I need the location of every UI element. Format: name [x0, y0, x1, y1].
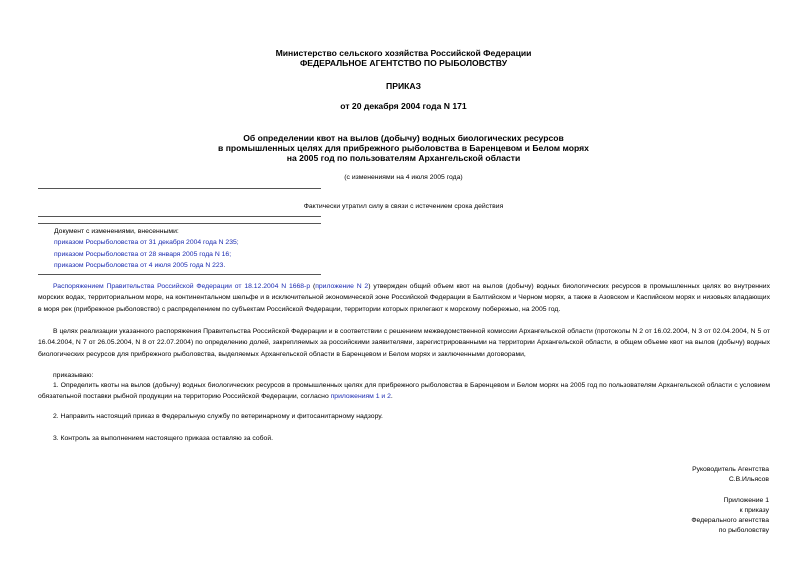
edition-link[interactable]: приказом Росрыболовства от 28 января 2005 года N 16;	[54, 250, 232, 258]
divider	[38, 274, 321, 275]
appendices-link[interactable]: приложениям 1 и 2	[330, 393, 391, 401]
appendix-2-link[interactable]: приложение N 2	[315, 283, 369, 290]
edition-intro: Документ с изменениями, внесенными:	[54, 228, 179, 235]
order-item-2: 2. Направить настоящий приказ в Федеральную службу по ветеринарному и фитосанитарному надзору.	[53, 413, 383, 420]
divider	[38, 188, 321, 189]
order-word: приказываю:	[53, 372, 94, 379]
appendix-line: по рыболовству	[718, 527, 769, 534]
edition-link[interactable]: приказом Росрыболовства от 4 июля 2005 года N 223.	[54, 262, 226, 270]
doc-type: ПРИКАЗ	[386, 81, 421, 91]
signature-name: С.В.Ильясов	[728, 476, 769, 483]
paragraph-2: В целях реализации указанного распоряжения Правительства Российской Федерации и в соответствии с решением межведомственной комиссии Архангельской области (протоколы N 2 от 16.02.2004, N 3 от 02.04.2004, N 5 от 16.04.2004, N 7 от 26.05.2004, N 8 от 22.07.2004) по определению долей, закрепляемых за российскими заявителями, зарегистрированными на территории Архангельской области, в общем объеме квот на вылов (добычу) водных биологических ресурсов для прибрежного рыболовства, выделяемых Архангельской области в Баренцевом и Белом морях и заключенными договорами,	[38, 328, 770, 358]
status-note: Фактически утратил силу в связи с истечением срока действия	[303, 203, 504, 210]
order-item-1: 1. Определить квоты на вылов (добычу) водных биологических ресурсов в промышленных целях для прибрежного рыболовства в Баренцевом и Белом морях на 2005 год по пользователям Архангельской области с условием обязательной поставки рыбной продукции на территорию Российской Федерации, согласно приложениям 1 и 2.	[38, 382, 770, 401]
appendix-line: к приказу	[739, 507, 769, 514]
appendix-title: Приложение 1	[723, 497, 769, 504]
edition-list	[54, 226, 239, 272]
signature-position: Руководитель Агентства	[692, 466, 769, 473]
title-line-2: в промышленных целях для прибрежного рыболовства в Баренцевом и Белом морях	[218, 143, 589, 153]
title-line-1: Об определении квот на вылов (добычу) водных биологических ресурсов	[243, 133, 564, 143]
order-item-3: 3. Контроль за выполнением настоящего приказа оставляю за собой.	[53, 435, 274, 442]
title-line-3: на 2005 год по пользователям Архангельской области	[286, 153, 521, 163]
divider	[38, 216, 321, 217]
order-item-1-text: 1. Определить квоты на вылов (добычу) водных биологических ресурсов в промышленных целях для прибрежного рыболовства в Баренцевом и Белом морях на 2005 год по пользователям Архангельской области с условием обязательной поставки рыбной продукции на территорию Российской Федерации, согласно	[38, 382, 770, 401]
doc-date-number: от 20 декабря 2004 года N 171	[340, 101, 467, 111]
agency-name: ФЕДЕРАЛЬНОЕ АГЕНТСТВО ПО РЫБОЛОВСТВУ	[299, 58, 508, 68]
ministry-name: Министерство сельского хозяйства Российской Федерации	[275, 48, 532, 58]
paragraph-1: Распоряжением Правительства Российской Федерации от 18.12.2004 N 1668-р (приложение N 2) утвержден общий объем квот на вылов (добычу) водных биологических ресурсов в промышленных целях во внутренних морских водах, территориальном море, на континентальном шельфе и в исключительной экономической зоне Российской Федерации в Балтийском и Черном морях, а также в Азовском и Каспийском морях и низовьях владающих в моря рек (прибрежное рыболовство) с распределением по субъектам Российской Федерации, территории которых прилегают к морскому побережью, на 2005 год.	[38, 283, 770, 313]
amendments-note: (с изменениями на 4 июля 2005 года)	[344, 174, 463, 181]
divider	[38, 223, 321, 224]
appendix-line: Федерального агентства	[691, 517, 769, 524]
edition-link[interactable]: приказом Росрыболовства от 31 декабря 2004 года N 235;	[54, 239, 239, 247]
paragraph-1-text: утвержден общий объем квот на вылов (добычу) водных биологических ресурсов в промышленных целях во внутренних морских водах, территориальном море, на континентальном шельфе и в исключительной экономической зоне Российской Федерации в Балтийском и Черном морях, а также в Азовском и Каспийском морях и низовьях владающих в моря рек (прибрежное рыболовство) с распределением по субъектам Российской Федерации, территории которых прилегают к морскому побережью, на 2005 год.	[38, 283, 770, 313]
government-order-link[interactable]: Распоряжением Правительства Российской Федерации от 18.12.2004 N 1668-р	[53, 283, 311, 290]
